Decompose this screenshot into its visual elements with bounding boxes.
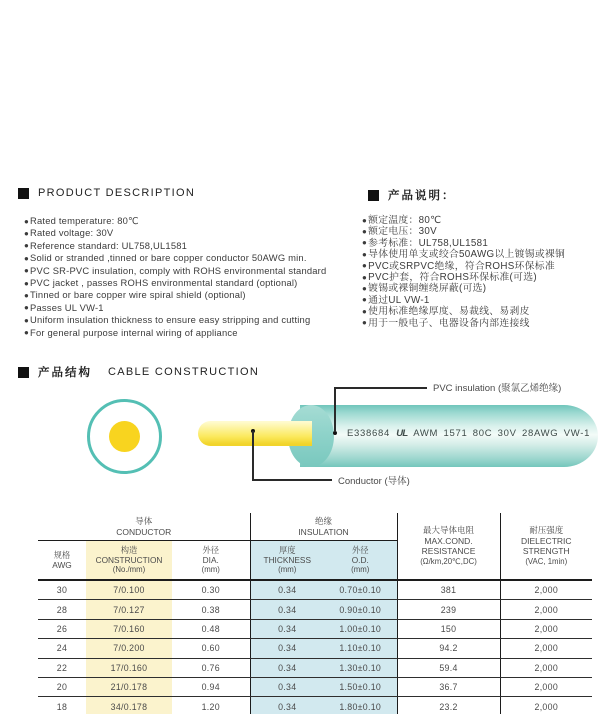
cell-awg: 30 bbox=[38, 580, 86, 600]
header-dia bbox=[172, 541, 250, 581]
notes-item: ● 导体使用单支或绞合50AWG以上镀锡或裸铜 bbox=[362, 249, 565, 260]
cell-awg: 18 bbox=[38, 697, 86, 714]
group-conductor-cn: 导体 bbox=[135, 515, 153, 526]
cell-awg: 20 bbox=[38, 677, 86, 696]
notes-item: ● 参考标准：UL758,UL1581 bbox=[362, 238, 565, 249]
product-notes-list bbox=[362, 215, 565, 329]
group-conductor bbox=[38, 513, 250, 541]
header-thickness bbox=[250, 541, 324, 581]
table-row bbox=[38, 677, 592, 696]
description-item: ● Passes UL VW-1 bbox=[24, 302, 326, 314]
header-od-unit: (mm) bbox=[351, 565, 370, 575]
notes-item: ● 额定温度：80℃ bbox=[362, 215, 565, 226]
cell-construction: 7/0.100 bbox=[86, 580, 172, 600]
cell-dia: 0.94 bbox=[172, 677, 250, 696]
header-resistance-unit: (Ω/km,20℃,DC) bbox=[420, 557, 477, 567]
description-item: ● For general purpose internal wiring of appliance bbox=[24, 327, 326, 339]
cell-od: 1.10±0.10 bbox=[324, 639, 397, 658]
header-construction-cn: 构造 bbox=[120, 545, 138, 556]
cell-resistance: 23.2 bbox=[397, 697, 500, 714]
cell-thickness: 0.34 bbox=[250, 697, 324, 714]
description-item: ● Rated temperature: 80℃ bbox=[24, 215, 326, 227]
cell-dia: 1.20 bbox=[172, 697, 250, 714]
spec-table bbox=[38, 513, 592, 714]
group-conductor-en: CONDUCTOR bbox=[116, 526, 172, 537]
header-resistance-en2: RESISTANCE bbox=[421, 546, 476, 557]
group-insulation bbox=[250, 513, 397, 541]
table-row bbox=[38, 697, 592, 714]
cell-resistance: 150 bbox=[397, 619, 500, 638]
header-thickness-cn: 厚度 bbox=[278, 545, 296, 556]
cable-construction-heading bbox=[18, 364, 259, 380]
insulation-label: PVC insulation (聚氯乙烯绝缘) bbox=[433, 383, 562, 394]
conductor-leader-hline bbox=[252, 479, 332, 481]
product-description-title: PRODUCT DESCRIPTION bbox=[38, 187, 196, 199]
cell-resistance: 239 bbox=[397, 600, 500, 619]
header-awg-en: AWG bbox=[52, 560, 72, 570]
cell-construction: 17/0.160 bbox=[86, 658, 172, 677]
table-row bbox=[38, 639, 592, 658]
group-insulation-en: INSULATION bbox=[298, 526, 349, 537]
ul-mark-icon: UL bbox=[396, 428, 408, 439]
cell-resistance: 381 bbox=[397, 580, 500, 600]
header-thickness-unit: (mm) bbox=[278, 565, 297, 575]
cell-construction: 7/0.127 bbox=[86, 600, 172, 619]
description-item: ● Solid or stranded ,tinned or bare copper conductor 50AWG min. bbox=[24, 252, 326, 264]
header-od bbox=[324, 541, 397, 581]
header-construction bbox=[86, 541, 172, 581]
cell-dia: 0.76 bbox=[172, 658, 250, 677]
insulation-leader-vline bbox=[334, 387, 336, 432]
cell-thickness: 0.34 bbox=[250, 658, 324, 677]
header-thickness-en: THICKNESS bbox=[263, 555, 311, 566]
cell-dia: 0.38 bbox=[172, 600, 250, 619]
header-od-en: O.D. bbox=[351, 555, 369, 566]
description-item: ● Uniform insulation thickness to ensure easy stripping and cutting bbox=[24, 314, 326, 326]
description-item: ● Tinned or bare copper wire spiral shield (optional) bbox=[24, 289, 326, 301]
cell-od: 1.30±0.10 bbox=[324, 658, 397, 677]
cell-construction: 7/0.200 bbox=[86, 639, 172, 658]
cable-print-prefix: E338684 bbox=[347, 428, 390, 439]
cell-construction: 34/0.178 bbox=[86, 697, 172, 714]
cell-thickness: 0.34 bbox=[250, 600, 324, 619]
header-dia-en: DIA. bbox=[202, 555, 219, 566]
cell-resistance: 59.4 bbox=[397, 658, 500, 677]
product-notes-title: 产品说明： bbox=[388, 190, 456, 202]
conductor-core-circle bbox=[109, 421, 140, 452]
notes-item: ● 通过UL VW-1 bbox=[362, 295, 565, 306]
cell-dielectric: 2,000 bbox=[500, 639, 592, 658]
cell-dielectric: 2,000 bbox=[500, 600, 592, 619]
cell-dia: 0.30 bbox=[172, 580, 250, 600]
header-resistance bbox=[397, 513, 500, 580]
cell-construction: 7/0.160 bbox=[86, 619, 172, 638]
construction-title-en: CABLE CONSTRUCTION bbox=[108, 366, 260, 378]
square-bullet-icon bbox=[368, 190, 379, 201]
notes-item: ● PVC或SRPVC绝缘，符合ROHS环保标准 bbox=[362, 261, 565, 272]
cell-dielectric: 2,000 bbox=[500, 677, 592, 696]
table-row bbox=[38, 580, 592, 600]
table-row bbox=[38, 658, 592, 677]
description-item: ● Rated voltage: 30V bbox=[24, 227, 326, 239]
cell-dia: 0.48 bbox=[172, 619, 250, 638]
header-awg-cn: 规格 bbox=[53, 549, 71, 560]
cell-awg: 28 bbox=[38, 600, 86, 619]
cell-od: 0.90±0.10 bbox=[324, 600, 397, 619]
notes-item: ● 镀锡或裸铜缠绕屏蔽(可选) bbox=[362, 283, 565, 294]
product-description-list bbox=[24, 215, 326, 339]
description-item: ● PVC jacket , passes ROHS environmental standard (optional) bbox=[24, 277, 326, 289]
construction-title-cn: 产品结构 bbox=[38, 367, 92, 379]
cell-thickness: 0.34 bbox=[250, 639, 324, 658]
header-resistance-en1: MAX.COND. bbox=[424, 535, 473, 546]
product-notes-heading bbox=[368, 187, 456, 203]
group-insulation-cn: 绝缘 bbox=[315, 515, 333, 526]
cell-thickness: 0.34 bbox=[250, 580, 324, 600]
cell-resistance: 94.2 bbox=[397, 639, 500, 658]
conductor-label: Conductor (导体) bbox=[338, 476, 410, 487]
header-dielectric-en2: STRENGTH bbox=[522, 546, 570, 557]
description-item: ● Reference standard: UL758,UL1581 bbox=[24, 240, 326, 252]
product-description-heading bbox=[18, 187, 195, 199]
cell-od: 1.00±0.10 bbox=[324, 619, 397, 638]
cable-print-text bbox=[347, 428, 590, 439]
cell-awg: 26 bbox=[38, 619, 86, 638]
table-row bbox=[38, 619, 592, 638]
header-dia-cn: 外径 bbox=[202, 545, 220, 556]
header-dielectric-unit: (VAC, 1min) bbox=[525, 557, 568, 567]
cell-thickness: 0.34 bbox=[250, 619, 324, 638]
insulation-leader-hline bbox=[334, 387, 427, 389]
notes-item: ● 使用标准绝缘厚度、易裁线、易剥皮 bbox=[362, 306, 565, 317]
cell-dia: 0.60 bbox=[172, 639, 250, 658]
cell-awg: 24 bbox=[38, 639, 86, 658]
cell-dielectric: 2,000 bbox=[500, 697, 592, 714]
cell-od: 0.70±0.10 bbox=[324, 580, 397, 600]
header-resistance-cn: 最大导体电阻 bbox=[423, 525, 475, 536]
header-construction-en: CONSTRUCTION bbox=[95, 555, 163, 566]
header-dielectric bbox=[500, 513, 592, 580]
header-dielectric-cn: 耐压强度 bbox=[529, 525, 564, 536]
header-od-cn: 外径 bbox=[351, 545, 369, 556]
notes-item: ● PVC护套，符合ROHS环保标准(可选) bbox=[362, 272, 565, 283]
cell-dielectric: 2,000 bbox=[500, 658, 592, 677]
table-row bbox=[38, 600, 592, 619]
square-bullet-icon bbox=[18, 188, 29, 199]
cable-cross-section bbox=[87, 399, 162, 474]
cell-awg: 22 bbox=[38, 658, 86, 677]
conductor-leader-vline bbox=[252, 431, 254, 480]
cell-resistance: 36.7 bbox=[397, 677, 500, 696]
header-awg bbox=[38, 541, 86, 581]
notes-item: ● 额定电压：30V bbox=[362, 226, 565, 237]
header-dielectric-en1: DIELECTRIC bbox=[520, 535, 572, 546]
description-item: ● PVC SR-PVC insulation, comply with ROHS environmental standard bbox=[24, 265, 326, 277]
cell-dielectric: 2,000 bbox=[500, 580, 592, 600]
cell-dielectric: 2,000 bbox=[500, 619, 592, 638]
cell-od: 1.80±0.10 bbox=[324, 697, 397, 714]
conductor-rod bbox=[198, 421, 312, 446]
square-bullet-icon bbox=[18, 367, 29, 378]
cell-od: 1.50±0.10 bbox=[324, 677, 397, 696]
cell-thickness: 0.34 bbox=[250, 677, 324, 696]
header-construction-unit: (No./mm) bbox=[112, 565, 146, 575]
header-dia-unit: (mm) bbox=[201, 565, 220, 575]
cable-print-suffix: AWM 1571 80C 30V 28AWG VW-1 bbox=[413, 428, 591, 439]
notes-item: ● 用于一般电子、电器设备内部连接线 bbox=[362, 318, 565, 329]
cell-construction: 21/0.178 bbox=[86, 677, 172, 696]
